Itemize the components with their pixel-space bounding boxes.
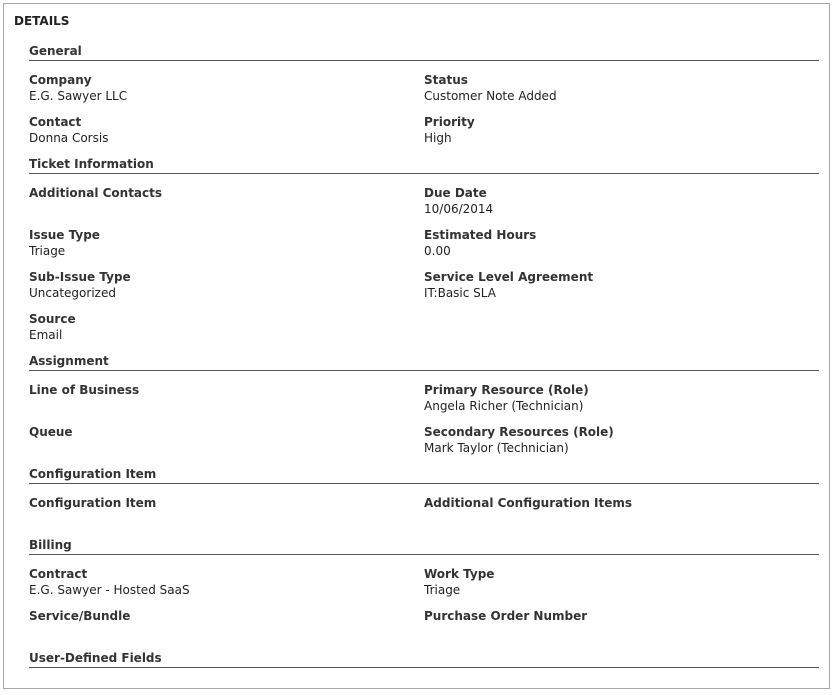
- section-general: General: [29, 44, 819, 61]
- field-value: 0.00: [424, 244, 451, 258]
- field-label: Additional Contacts: [29, 186, 163, 200]
- field-value: Donna Corsis: [29, 131, 109, 145]
- field-label: Due Date: [424, 186, 487, 200]
- field-service-level-agreement: [424, 269, 593, 301]
- field-label: Primary Resource (Role): [424, 383, 589, 397]
- field-value: E.G. Sawyer LLC: [29, 89, 128, 103]
- field-label: Source: [29, 312, 76, 326]
- section-assignment: Assignment: [29, 354, 819, 371]
- field-value: 10/06/2014: [424, 202, 494, 216]
- field-due-date: [424, 185, 493, 217]
- field-value: E.G. Sawyer - Hosted SaaS: [29, 583, 190, 597]
- field-additional-configuration-items: [424, 495, 632, 511]
- field-label: Sub-Issue Type: [29, 270, 131, 284]
- field-label: Company: [29, 73, 92, 87]
- field-label: Contact: [29, 115, 82, 129]
- field-priority: [424, 114, 475, 146]
- field-contract: [29, 566, 190, 598]
- field-value: Uncategorized: [29, 286, 116, 300]
- field-label: Service/Bundle: [29, 609, 131, 623]
- field-label: Secondary Resources (Role): [424, 425, 614, 439]
- field-sub-issue-type: [29, 269, 131, 301]
- field-value: High: [424, 131, 452, 145]
- section-billing: Billing: [29, 538, 819, 555]
- field-primary-resource: [424, 382, 589, 414]
- field-value: Email: [29, 328, 63, 342]
- field-label: Estimated Hours: [424, 228, 537, 242]
- field-work-type: [424, 566, 494, 598]
- field-label: Priority: [424, 115, 475, 129]
- field-label: Service Level Agreement: [424, 270, 594, 284]
- field-value: IT:Basic SLA: [424, 286, 496, 300]
- field-label: Configuration Item: [29, 496, 157, 510]
- field-queue: [29, 424, 73, 440]
- field-value: Angela Richer (Technician): [424, 399, 584, 413]
- field-secondary-resources: [424, 424, 614, 456]
- field-estimated-hours: [424, 227, 536, 259]
- field-value: Triage: [424, 583, 461, 597]
- field-additional-contacts: [29, 185, 162, 201]
- field-line-of-business: [29, 382, 139, 398]
- field-label: Line of Business: [29, 383, 140, 397]
- panel-title: DETAILS: [14, 14, 70, 28]
- field-purchase-order-number: [424, 608, 587, 624]
- field-issue-type: [29, 227, 100, 259]
- section-ticket-information: Ticket Information: [29, 157, 819, 174]
- field-status: [424, 72, 557, 104]
- section-user-defined-fields: User-Defined Fields: [29, 651, 819, 668]
- field-value: Customer Note Added: [424, 89, 557, 103]
- field-configuration-item: [29, 495, 156, 511]
- field-label: Additional Configuration Items: [424, 496, 633, 510]
- field-service-bundle: [29, 608, 130, 624]
- field-company: [29, 72, 127, 104]
- field-label: Status: [424, 73, 468, 87]
- field-contact: [29, 114, 108, 146]
- field-label: Work Type: [424, 567, 495, 581]
- field-source: [29, 311, 76, 343]
- field-label: Contract: [29, 567, 88, 581]
- field-value: Triage: [29, 244, 66, 258]
- field-label: Queue: [29, 425, 73, 439]
- field-label: Purchase Order Number: [424, 609, 588, 623]
- field-value: Mark Taylor (Technician): [424, 441, 569, 455]
- field-label: Issue Type: [29, 228, 100, 242]
- section-configuration-item: Configuration Item: [29, 467, 819, 484]
